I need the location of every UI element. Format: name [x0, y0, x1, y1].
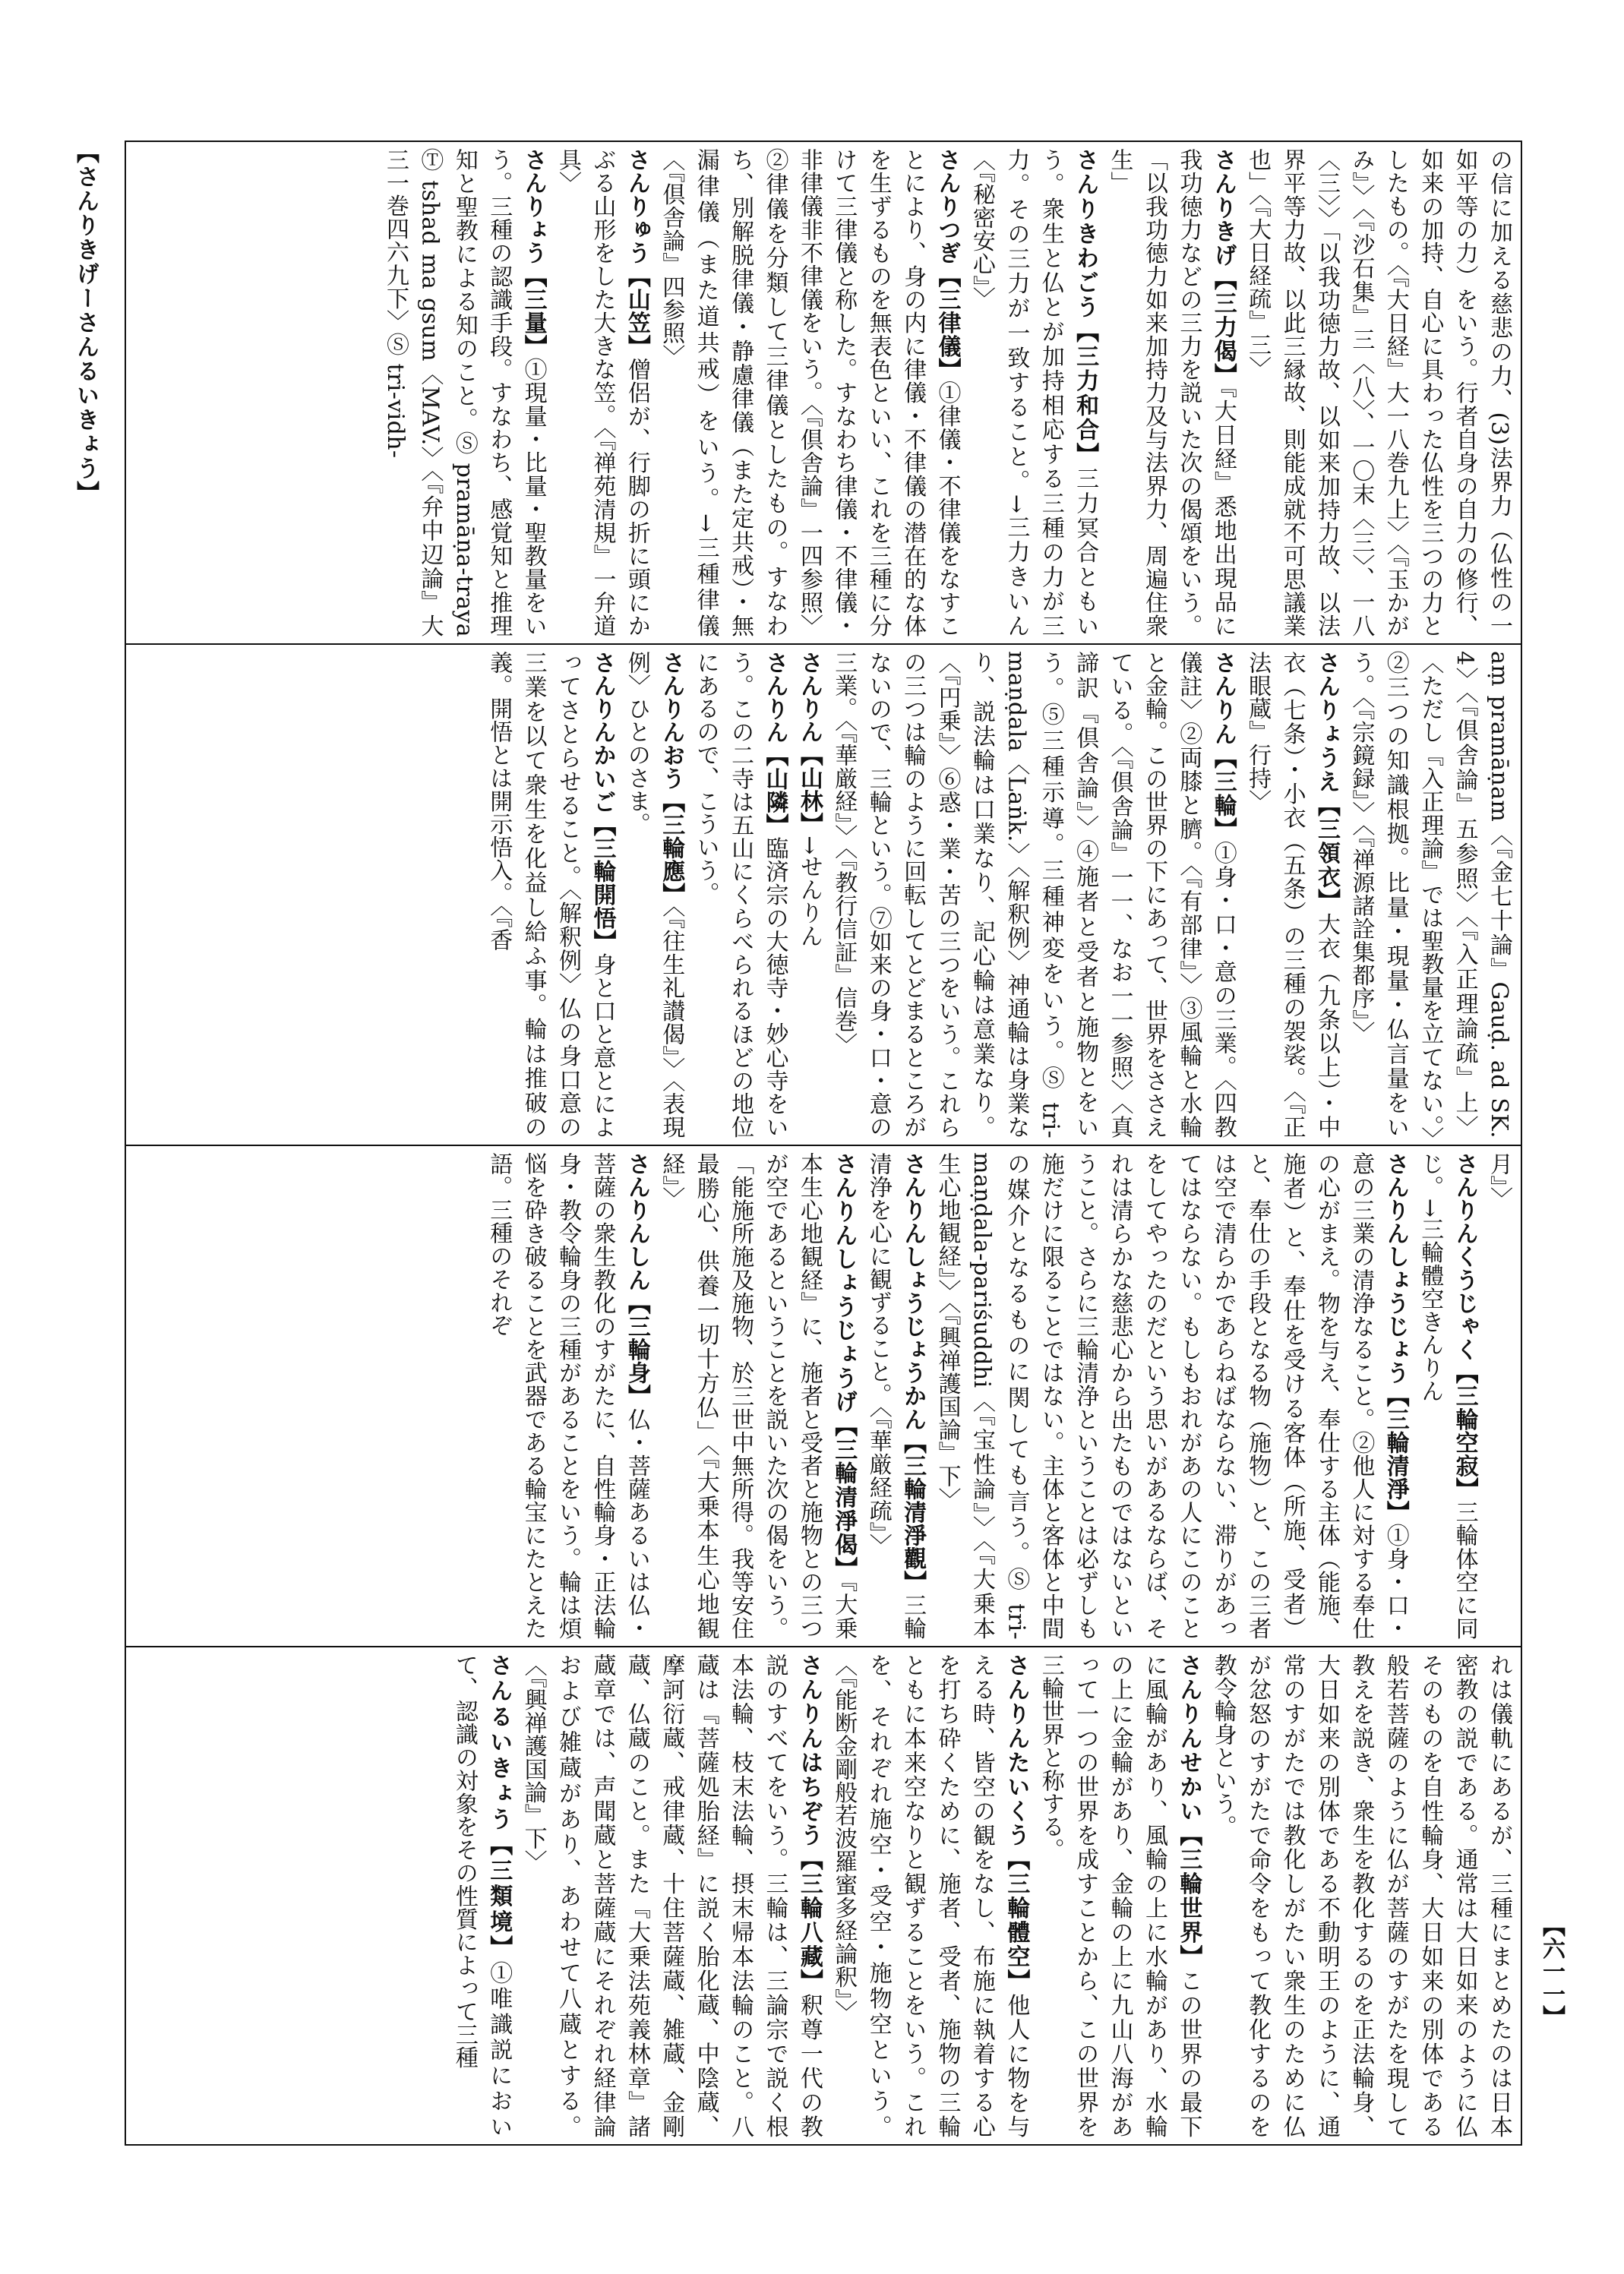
entry-headword: さんりん【三輪】 — [1209, 651, 1237, 842]
entry-headword: さんりゅう【山笠】 — [623, 148, 650, 358]
entry-headword: さんりょうえ【三領衣】 — [1313, 651, 1340, 913]
entry-text: ①身・口・意の三業。〈四教儀註〉②両膝と臍。〈『有部律』〉③風輪と水輪と金輪。この世界の下にあって、世界をささえている。〈『倶舎論』一一、なお一一参照〉〈真諦訳『倶舎論』〉④施者と受者と施物とをいう。⑤三種示導。三種神変をいう。Ⓢ tri-maṇḍala〈Laṅk.〉〈解釈例〉神通輪は身業なり、説法輪は口業なり、記心輪は意業なり。〈『円乗』〉⑥惑・業・苦の三つをいう。これらの三つは輪のように回転してとどまるところがないので、三輪という。⑦如来の身・口・意の三業。〈『華厳経』〉〈『教行信証』信巻〉 — [830, 651, 1237, 1139]
dictionary-entry — [1210, 1653, 1512, 2138]
entry-headword: さんりんしん【三輪身】 — [623, 1152, 650, 1408]
entry-text: ①現量・比量・聖教量をいう。三種の認識手段。すなわち、感覚知と推理知と聖教による知のこと。Ⓢ pramāṇa-traya Ⓣ tshad ma gsum〈MAV.〉〈『弁中辺論』大三一巻四六九下〉Ⓢ tri-vidh- — [382, 148, 547, 637]
dictionary-entry — [1244, 148, 1512, 637]
entry-text: 三輪体空に同じ。→三輪體空きんりん — [1417, 1152, 1478, 1640]
dictionary-entry — [658, 148, 960, 637]
dictionary-entry — [1244, 651, 1340, 1139]
entry-headword: さんりん【山隣】 — [761, 651, 788, 837]
entry-text: 三輪清浄を心に観ずること。〈『華厳経疏』〉 — [864, 1152, 927, 1640]
dictionary-entry — [1348, 651, 1512, 1139]
entry-headword: さんりんくうじゃく【三輪空寂】 — [1451, 1152, 1478, 1501]
tier-1 — [126, 142, 1521, 643]
dictionary-entry — [1417, 1152, 1477, 1640]
tier-2-text — [131, 651, 1516, 1139]
entry-text: 月』〉 — [1486, 1152, 1512, 1211]
entry-text: ①唯識説において、認識の対象をその性質によって三種 — [450, 1653, 513, 2138]
entry-headword: さんりんせかい【三輪世界】 — [1175, 1653, 1202, 1969]
entry-text: 〈『往生礼讃偈』〉〈表現例〉ひとのさま。 — [623, 651, 685, 1139]
dictionary-entry — [830, 1653, 1029, 2138]
entry-text: 『大乗本生心地観経』に、施者と受者と施物との三つが空であるということを説いた次の偈をいう。「能施所施及施物、於三世中無所得。我等安住最勝心、供養一切十方仏」〈『大乗本生心地観経』〉 — [658, 1152, 858, 1640]
entry-headword: さんるいきょう【三類境】 — [485, 1653, 513, 1962]
tier-1-text — [131, 148, 1516, 637]
dictionary-entry — [865, 1152, 926, 1640]
dictionary-entry — [485, 651, 615, 1139]
dictionary-entry — [1486, 1152, 1512, 1210]
entry-headword: さんりん【山林】 — [795, 651, 823, 836]
entry-headword: さんりつぎ【三律儀】 — [934, 148, 961, 381]
entry-text: 他人に物を与える時、皆空の観をなし、布施に執着する心を打ち砕くために、施者、受者、施物の三輪ともに本来空なりと観ずることをいう。これを、それぞれ施空・受空・施物空という。〈『能断金剛般若波羅蜜多経論釈』〉 — [830, 1653, 1030, 2138]
entry-text: 釈尊一代の教説のすべてをいう。三輪は、三論宗で説く根本法輪、枝末法輪、摂末帰本法輪のこと。八蔵は『菩薩処胎経』に説く胎化蔵、中陰蔵、摩訶衍蔵、戒律蔵、十住菩薩蔵、雑蔵、金剛蔵、仏蔵のこと。また『大乗法苑義林章』諸蔵章では、声聞蔵と菩薩蔵にそれぞれ経律論および雑蔵があり、あわせて八蔵とする。〈『興禅護国論』下〉 — [520, 1653, 823, 2138]
dictionary-entry — [658, 1152, 857, 1640]
entry-headword: さんりょう【三量】 — [520, 148, 547, 358]
entry-text: の信に加える慈悲の力、(3)法界力（仏性の一如平等の力）をいう。行者自身の自力の修行、如来の加持、自心に具わった仏性を三つの力としたもの。〈『大日経』大一八巻九上〉〈『玉かがみ』〉〈『沙石集』三〈八〉、一〇末〈三〉、一八〈三〉〉「以我功徳力故、以如来加持力故、以法界平等力故、以此三縁故、則能成就不可思議業也」〈『大日経疏』三〉 — [1244, 148, 1512, 637]
dictionary-entry — [830, 651, 1236, 1139]
entry-headword: さんりんおう【三輪應】 — [658, 651, 685, 906]
entry-text: 大衣（九条以上）・中衣（七条）・小衣（五条）の三種の袈裟。〈『正法眼蔵』行持〉 — [1244, 651, 1340, 1139]
dictionary-entry — [968, 148, 1098, 637]
entry-text: 臨済宗の大徳寺・妙心寺をいう。この二寺は五山にくらべられるほどの地位にあるので、こういう。 — [692, 651, 788, 1139]
dictionary-entry — [693, 651, 788, 1139]
entry-text: この世界の最下に風輪があり、風輪の上に水輪があり、水輪の上に金輪があり、金輪の上に九山八海があって一つの世界を成すことから、この世界を三輪世界と称する。 — [1037, 1653, 1202, 2138]
entry-text: 仏・菩薩あるいは仏・菩薩の衆生教化のすがたに、自性輪身・正法輪身・教令輪身の三種があることをいう。輪は煩悩を砕き破ることを武器である輪宝にたとえた語。三種のそれぞ — [485, 1152, 650, 1640]
entry-text: ①身・口・意の三業の清浄なること。②他人に対する奉仕の心がまえ。物を与え、奉仕する主体（能施、施者）と、奉仕を受ける客体（所施、受者）と、奉仕の手段となる物（施物）と、この三者は空で清らかであらねばならない、滞りがあってはならない。もしもおれがあの人にこのことをしてやったのだという思いがあるならば、それは清らかな慈悲心から出たものではないということ。さらに三輪清浄ということは必ずしも施だけに限ることではない。主体と客体と中間の媒介となるものに関しても言う。Ⓢ tri-maṇḍala-pariśuddhi〈『宝性論』〉〈『大乗本生心地観経』〉〈『興禅護国論』下〉 — [934, 1152, 1409, 1640]
entry-headword: さんりんしょうじょうげ【三輪清淨偈】 — [830, 1152, 858, 1581]
tier-2 — [126, 643, 1521, 1145]
entry-headword: さんりんかいご【三輪開悟】 — [589, 651, 616, 953]
tier-3 — [126, 1145, 1521, 1646]
dictionary-entry — [796, 651, 823, 947]
tier-3-text — [131, 1152, 1516, 1640]
entry-headword: さんりきげ【三力偈】 — [1209, 148, 1237, 387]
dictionary-entry — [624, 651, 684, 1139]
page-number: 【六一一】 — [1538, 1914, 1565, 2028]
entry-text: 身と口と意とによってさとらせること。〈解釈例〉仏の身口意の三業を以て衆生を化益し給ふ事。輪は推破の義。開悟とは開示悟入。〈『香 — [485, 651, 616, 1139]
dictionary-page-frame — [125, 141, 1522, 2146]
dictionary-entry — [451, 1653, 512, 2138]
dictionary-entry — [520, 1653, 823, 2138]
entry-text: ①律儀・不律儀をなすことにより、身の内に律儀・不律儀の潜在的な体を生ずるものを無表色といい、これを三種に分けて三律儀と称した。すなわち律儀・不律儀・非律儀非不律儀をいう。〈『倶舎論』一四参照〉②律儀を分類して三律儀としたもの。すなわち、別解脱律儀・静慮律儀（また定共戒）・無漏律儀（また道共戒）をいう。→三種律儀〈『倶舎論』四参照〉 — [658, 148, 961, 637]
entry-text: 僧侶が、行脚の折に頭にかぶる山形をした大きな笠。〈『禅苑清規』一弁道具〉 — [554, 148, 650, 637]
dictionary-entry — [382, 148, 547, 637]
entry-text: 『大日経』悉地出現品に我功徳力などの三力を説いた次の偈頌をいう。「以我功徳力如来加持力及与法界力、周遍住衆生」 — [1106, 148, 1237, 637]
dictionary-entry — [934, 1152, 1409, 1640]
entry-text: aṃ pramāṇam〈『金七十論』Gauḍ. ad SK. 4〉〈『倶舎論』五参照〉〈『入正理論疏』上〉〈ただし『入正理論』では聖教量を立てない。〉②三つの知識根拠。比量・現量・仏言量をいう。〈『宗鏡録』〉〈『禅源諸詮集都序』〉 — [1348, 651, 1512, 1139]
dictionary-entry — [1107, 148, 1237, 637]
tier-4 — [126, 1646, 1521, 2144]
entry-headword: さんりんしょうじょうかん【三輪清淨觀】 — [899, 1152, 927, 1593]
entry-headword: さんりきわごう【三力和合】 — [1072, 148, 1099, 467]
tier-4-text — [131, 1653, 1516, 2138]
entry-text: 三力冥合ともいう。衆生と仏とが加持相応する三種の力が三力。その三力が一致すること。→三力きいん〈『秘密安心』〉 — [968, 148, 1099, 637]
entry-headword: さんりんしょうじょう【三輪清淨】 — [1382, 1152, 1409, 1524]
dictionary-entry — [485, 1152, 650, 1640]
entry-text: れは儀軌にあるが、三種にまとめたのは日本密教の説である。通常は大日如来のように仏そのものを自性輪身、大日如来の別体である般若菩薩のように仏が菩薩のすがたを現して教えを説き、衆生を教化するのを正法輪身、大日如来の別体である不動明王のように、通常のすがたでは教化しがたい衆生のために仏が忿怒のすがたで命令をもって教化するのを教令輪身という。 — [1209, 1653, 1512, 2138]
entry-text: →せんりん — [795, 835, 823, 948]
entry-headword: さんりんたいくう【三輪體空】 — [1003, 1653, 1030, 1994]
entry-headword: さんりんはちぞう【三輪八藏】 — [795, 1653, 823, 1994]
dictionary-entry — [1038, 1653, 1202, 2138]
running-head: 【さんりきげーさんるいきょう】 — [72, 141, 99, 505]
dictionary-entry — [554, 148, 650, 637]
